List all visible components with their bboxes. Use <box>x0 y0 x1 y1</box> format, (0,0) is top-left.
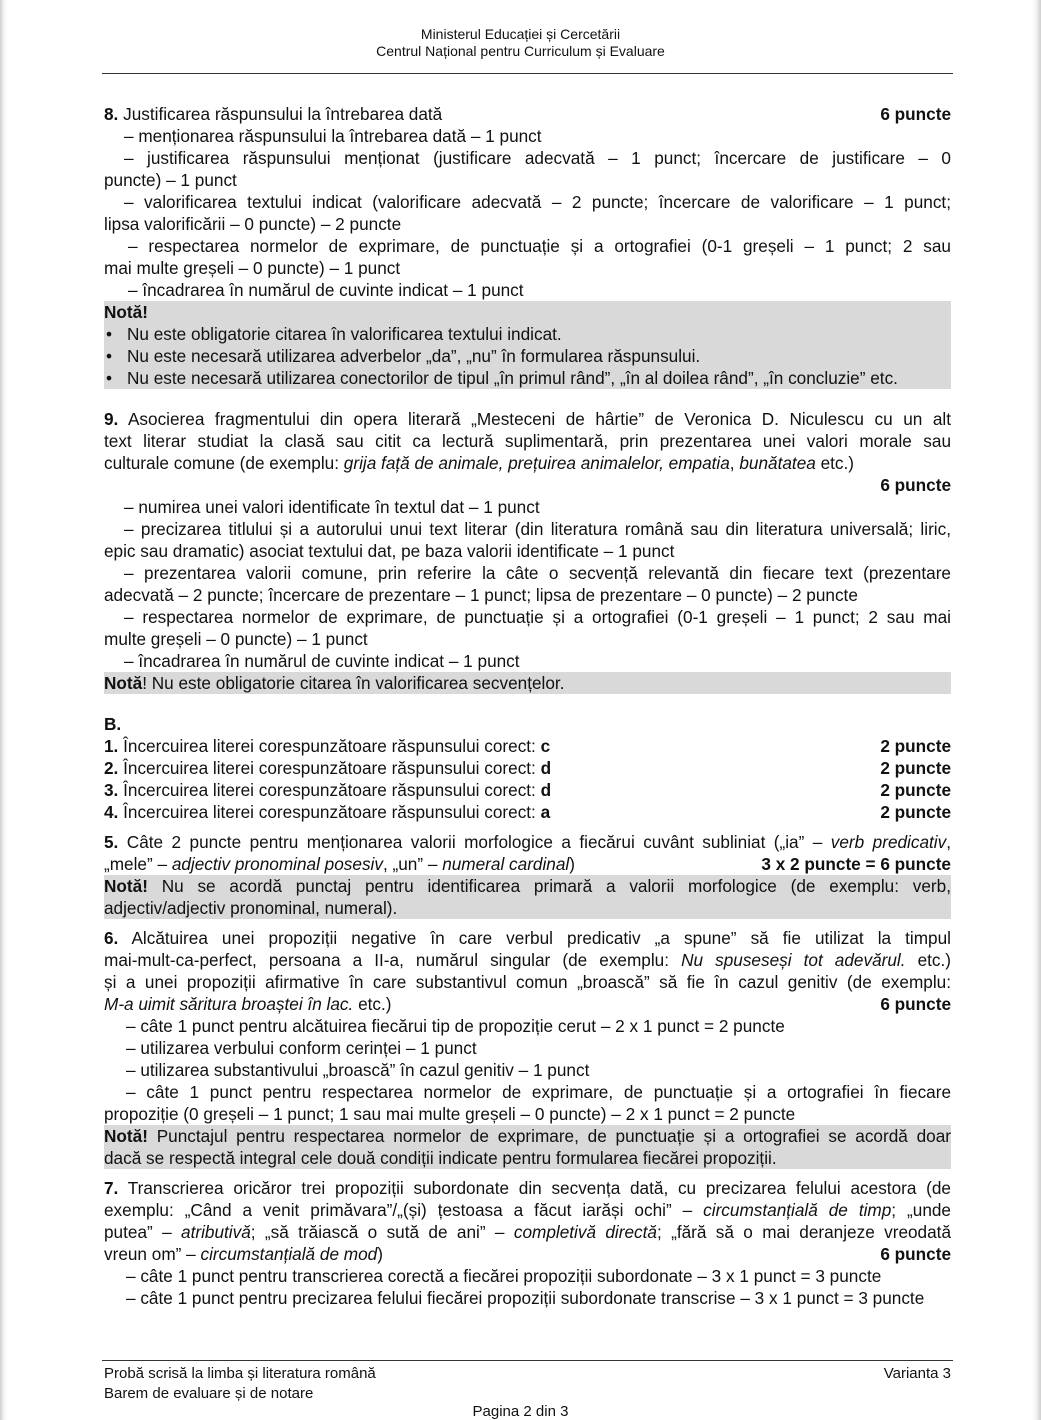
b7-text-3: putea” – atributivă; „să trăiască o sută de ani” – completivă directă; „fără să o mai deranjeze vreodată <box>104 1222 951 1242</box>
q8-number: 8. <box>104 104 119 124</box>
q9-text-2: text literar studiat la clasă sau citit ca lectură suplimentară, prin prezentarea unei valori morale sau <box>104 431 951 451</box>
b6-text-3: și a unei propoziții afirmative în care substantivul comun „broască” să fie în cazul genitiv (de exemplu: <box>104 972 951 992</box>
q9-criterion-2a: – precizarea titlului și a autorului unui text literar (din literatura română sau din literatura universală; liric, <box>124 519 951 539</box>
footer-doc-type: Barem de evaluare și de notare <box>104 1385 314 1402</box>
b7-criterion-2: – câte 1 punct pentru precizarea felului fiecărei propoziții subordonate transcrise – 3 x 1 punct = 3 puncte <box>126 1288 925 1308</box>
q9-criterion-3a: – prezentarea valorii comune, prin referire la câte o secvență relevantă din fiecare text (prezentare <box>124 563 951 583</box>
footer-variant: Varianta 3 <box>883 1365 951 1382</box>
b7-text-2: exemplu: „Când a venit primăvara”/„(și) țestoasa a făcut iarăși ochi” – circumstanțială de timp; „unde <box>104 1200 951 1220</box>
q9-number: 9. <box>104 409 119 429</box>
q9-criterion-4a: – respectarea normelor de exprimare, de punctuație și a ortografiei (0-1 greșeli – 1 punct; 2 sau mai <box>124 607 951 627</box>
b6-text-4: M-a uimit săritura broaștei în lac. etc.) 6 puncte <box>104 994 951 1014</box>
q9-note-title: Notă <box>104 673 143 693</box>
q8-criterion-3a: – valorificarea textului indicat (valorificare adecvată – 2 puncte; încercare de valorificare – 1 punct; <box>124 192 951 212</box>
q8-criterion-4b: mai multe greșeli – 0 puncte) – 1 punct <box>104 258 401 278</box>
header-center: Centrul Național pentru Curriculum și Evaluare <box>376 43 665 59</box>
b6-criterion-3: – utilizarea substantivului „broască” în cazul genitiv – 1 punct <box>126 1060 590 1080</box>
scan-edge-left <box>0 0 8 1420</box>
b-item-2: 2. Încercuirea literei corespunzătoare răspunsului corect: d 2 puncte <box>104 758 951 778</box>
bullet-icon: • <box>106 324 113 344</box>
q9-points: 6 puncte <box>880 475 951 495</box>
b6-criterion-4b: propoziție (0 greșeli – 1 punct; 1 sau mai multe greșeli – 0 puncte) – 2 x 1 punct = 2 puncte <box>104 1104 796 1124</box>
page-number: Pagina 2 din 3 <box>472 1403 569 1420</box>
b6-text-2: mai-mult-ca-perfect, persoana a II-a, numărul singular (de exemplu: Nu spuseseși tot adevărul. etc.) <box>104 950 951 970</box>
b6-points: 6 puncte <box>880 994 951 1014</box>
header-divider <box>102 73 953 74</box>
bullet-icon: • <box>106 346 113 366</box>
b-item-3: 3. Încercuirea literei corespunzătoare răspunsului corect: d 2 puncte <box>104 780 951 800</box>
q9-criterion-3b: adecvată – 2 puncte; încercare de prezentare – 1 punct; lipsa de prezentare – 0 puncte) – 2 puncte <box>104 585 858 605</box>
b6-note-box: Notă! Punctajul pentru respectarea normelor de exprimare, de punctuație și a ortografiei se acordă doar dacă se respectă integral cele două condiții indicate pentru formularea fiecărei propoziții. <box>104 1126 951 1168</box>
b2-answer: d <box>540 758 552 778</box>
spacer <box>104 694 951 713</box>
q8-criterion-2b: puncte) – 1 punct <box>104 170 237 190</box>
q9-text-1: 9. Asocierea fragmentului din opera literară „Mesteceni de hârtie” de Veronica D. Niculescu cu un alt <box>104 409 951 429</box>
footer-exam-name: Probă scrisă la limba și literatura română <box>104 1365 376 1382</box>
q8-points: 6 puncte <box>880 104 951 124</box>
b5-text-2: „mele” – adjectiv pronominal posesiv, „un” – numeral cardinal) 3 x 2 puncte = 6 puncte <box>104 854 951 874</box>
b5-points: 3 x 2 puncte = 6 puncte <box>761 854 951 874</box>
b7-text-4: vreun om” – circumstanțială de mod) 6 puncte <box>104 1244 951 1264</box>
b7-text-1: 7. Transcrierea oricăror trei propoziții subordonate din secvența dată, cu precizarea felului acestora (de <box>104 1178 951 1198</box>
q8-note-bullet-1: • Nu este obligatorie citarea în valorificarea textului indicat. <box>106 324 562 344</box>
bullet-icon: • <box>106 368 113 388</box>
q8-note-bullet-2: • Nu este necesară utilizarea adverbelor „da”, „nu” în formularea răspunsului. <box>106 346 701 366</box>
q9-criterion-4b: multe greșeli – 0 puncte) – 1 punct <box>104 629 368 649</box>
footer-left <box>104 1364 376 1404</box>
b5-text-1: 5. Câte 2 puncte pentru menționarea valorii morfologice a fiecărui cuvânt subliniat („ia” – verb predicativ, <box>104 832 951 852</box>
page-header <box>0 26 1041 60</box>
spacer <box>104 1169 951 1177</box>
q8-note-box <box>104 301 951 389</box>
q8-criterion-3b: lipsa valorificării – 0 puncte) – 2 puncte <box>104 214 402 234</box>
q9-criterion-1: – numirea unei valori identificate în textul dat – 1 punct <box>124 497 540 517</box>
footer-divider <box>102 1360 953 1361</box>
b6-criterion-2: – utilizarea verbului conform cerinței – 1 punct <box>126 1038 477 1058</box>
b3-answer: d <box>540 780 552 800</box>
b5-note-box: Notă! Nu se acordă punctaj pentru identificarea primară a valorii morfologice (de exemplu: verb, adjectiv/adjectiv pronominal, numeral). <box>104 876 951 918</box>
q9-text-3: culturale comune (de exemplu: grija față de animale, prețuirea animalelor, empatia, bunătatea etc.) <box>104 453 855 473</box>
b6-criterion-1: – câte 1 punct pentru alcătuirea fiecărui tip de propoziție cerut – 2 x 1 punct = 2 puncte <box>126 1016 785 1036</box>
spacer <box>104 919 951 927</box>
spacer <box>104 823 951 831</box>
q8-criterion-5: – încadrarea în numărul de cuvinte indicat – 1 punct <box>128 280 524 300</box>
part-b-heading: B. <box>104 714 122 734</box>
document-body <box>104 103 951 1309</box>
b4-answer: a <box>540 802 551 822</box>
q9-criterion-2b: epic sau dramatic) asociat textului dat, pe baza valorii identificate – 1 punct <box>104 541 675 561</box>
b-item-1: 1. Încercuirea literei corespunzătoare răspunsului corect: c 2 puncte <box>104 736 951 756</box>
q8-criterion-2a: – justificarea răspunsului menționat (justificare adecvată – 1 punct; încercare de justificare – 0 <box>124 148 951 168</box>
q8-criterion-4a: – respectarea normelor de exprimare, de punctuație și a ortografiei (0-1 greșeli – 1 punct; 2 sau <box>128 236 951 256</box>
spacer <box>104 389 951 408</box>
q8-criterion-1: – menționarea răspunsului la întrebarea dată – 1 punct <box>124 126 542 146</box>
q8-note-bullet-3: • Nu este necesară utilizarea conectorilor de tipul „în primul rând”, „în al doilea rând”, „în concluzie” etc. <box>106 368 898 388</box>
scan-edge-right <box>1031 0 1041 1420</box>
b6-text-1: 6. Alcătuirea unei propoziții negative în care verbul predicativ „a spune” să fie utilizat la timpul <box>104 928 951 948</box>
q8-note-title: Notă! <box>104 302 148 322</box>
b7-criterion-1: – câte 1 punct pentru transcrierea corectă a fiecărei propoziții subordonate – 3 x 1 punct = 3 puncte <box>126 1266 882 1286</box>
q9-criterion-5: – încadrarea în numărul de cuvinte indicat – 1 punct <box>124 651 520 671</box>
b1-answer: c <box>540 736 551 756</box>
q8-title: Justificarea răspunsului la întrebarea dată <box>123 104 443 124</box>
b-item-4: 4. Încercuirea literei corespunzătoare răspunsului corect: a 2 puncte <box>104 802 951 822</box>
b6-criterion-4a: – câte 1 punct pentru respectarea normelor de exprimare, de punctuație și a ortografiei în fiecare <box>126 1082 951 1102</box>
q8-title-line <box>104 103 951 125</box>
q9-note-box: Notă! Nu este obligatorie citarea în valorificarea secvențelor. <box>104 672 951 694</box>
b7-points: 6 puncte <box>880 1244 951 1264</box>
header-ministry: Ministerul Educației și Cercetării <box>420 26 621 42</box>
